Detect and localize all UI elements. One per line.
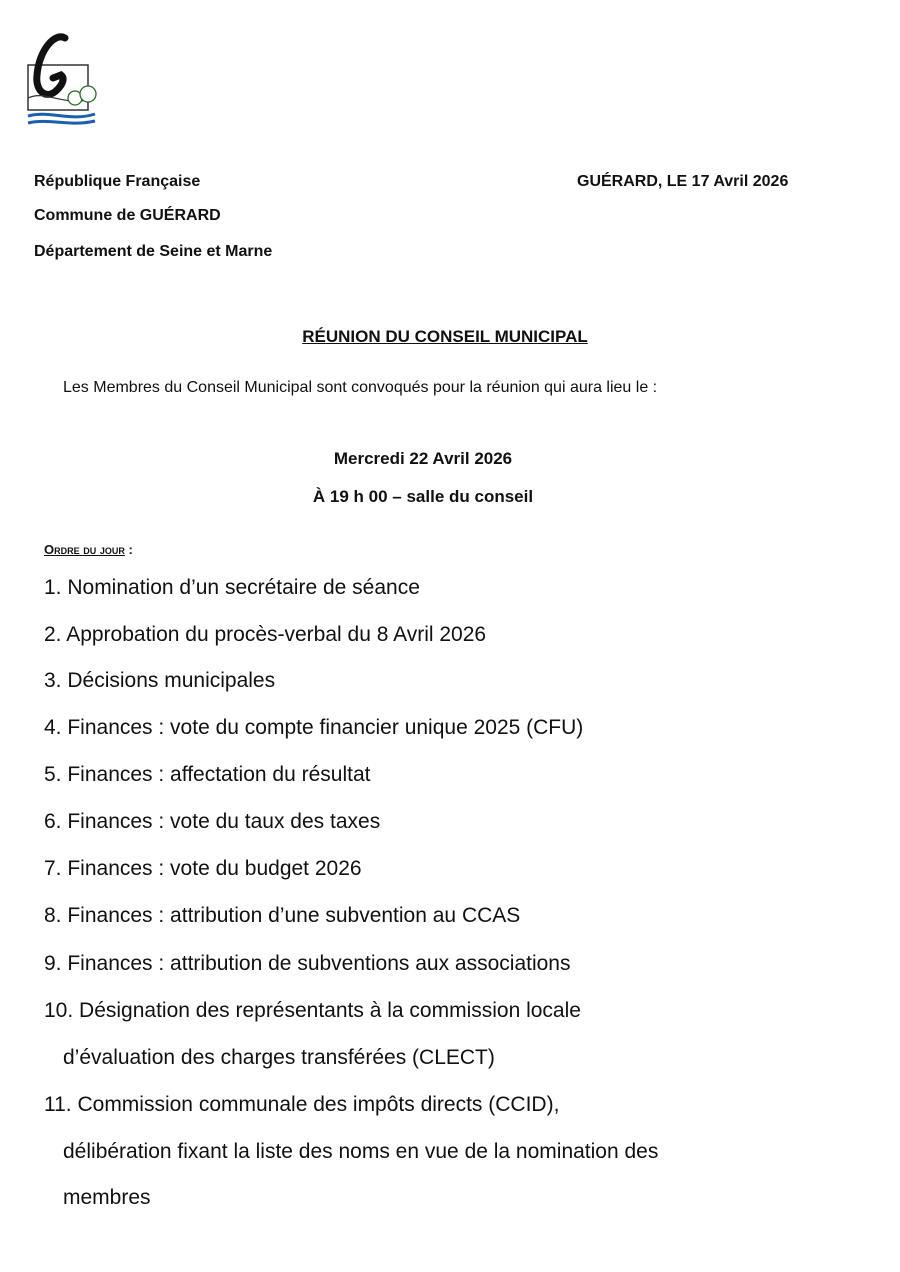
- document-title: RÉUNION DU CONSEIL MUNICIPAL: [302, 327, 588, 346]
- agenda-item: 8. Finances : attribution d’une subvention au CCAS: [44, 904, 521, 927]
- agenda-item: 4. Finances : vote du compte financier unique 2025 (CFU): [44, 716, 584, 739]
- agenda-heading-label: Ordre du jour: [44, 542, 125, 557]
- agenda-item: 3. Décisions municipales: [44, 669, 276, 692]
- intro-text: Les Membres du Conseil Municipal sont convoqués pour la réunion qui aura lieu le :: [63, 379, 658, 396]
- header-commune: Commune de GUÉRARD: [34, 207, 221, 224]
- letter-date: GUÉRARD, LE 17 Avril 2026: [577, 173, 789, 190]
- agenda-item: 10. Désignation des représentants à la commission locale: [44, 999, 581, 1022]
- agenda-item: 11. Commission communale des impôts directs (CCID),: [44, 1093, 560, 1116]
- header-republic: République Française: [34, 173, 201, 190]
- agenda-item: 9. Finances : attribution de subventions aux associations: [44, 952, 571, 975]
- agenda-item-continuation: membres: [63, 1186, 151, 1209]
- agenda-item-continuation: délibération fixant la liste des noms en vue de la nomination des: [63, 1140, 659, 1163]
- agenda-item: 1. Nomination d’un secrétaire de séance: [44, 576, 420, 599]
- commune-logo: [25, 30, 100, 130]
- agenda-item: 2. Approbation du procès-verbal du 8 Avril 2026: [44, 623, 487, 646]
- meeting-date: Mercredi 22 Avril 2026: [333, 449, 513, 468]
- agenda-heading: [44, 542, 133, 557]
- meeting-time: À 19 h 00 – salle du conseil: [312, 487, 534, 506]
- header-department: Département de Seine et Marne: [34, 243, 273, 260]
- agenda-heading-colon: :: [124, 542, 133, 557]
- agenda-item: 7. Finances : vote du budget 2026: [44, 857, 362, 880]
- agenda-item: 5. Finances : affectation du résultat: [44, 763, 371, 786]
- agenda-item-continuation: d’évaluation des charges transférées (CLECT): [63, 1046, 495, 1069]
- agenda-item: 6. Finances : vote du taux des taxes: [44, 810, 381, 833]
